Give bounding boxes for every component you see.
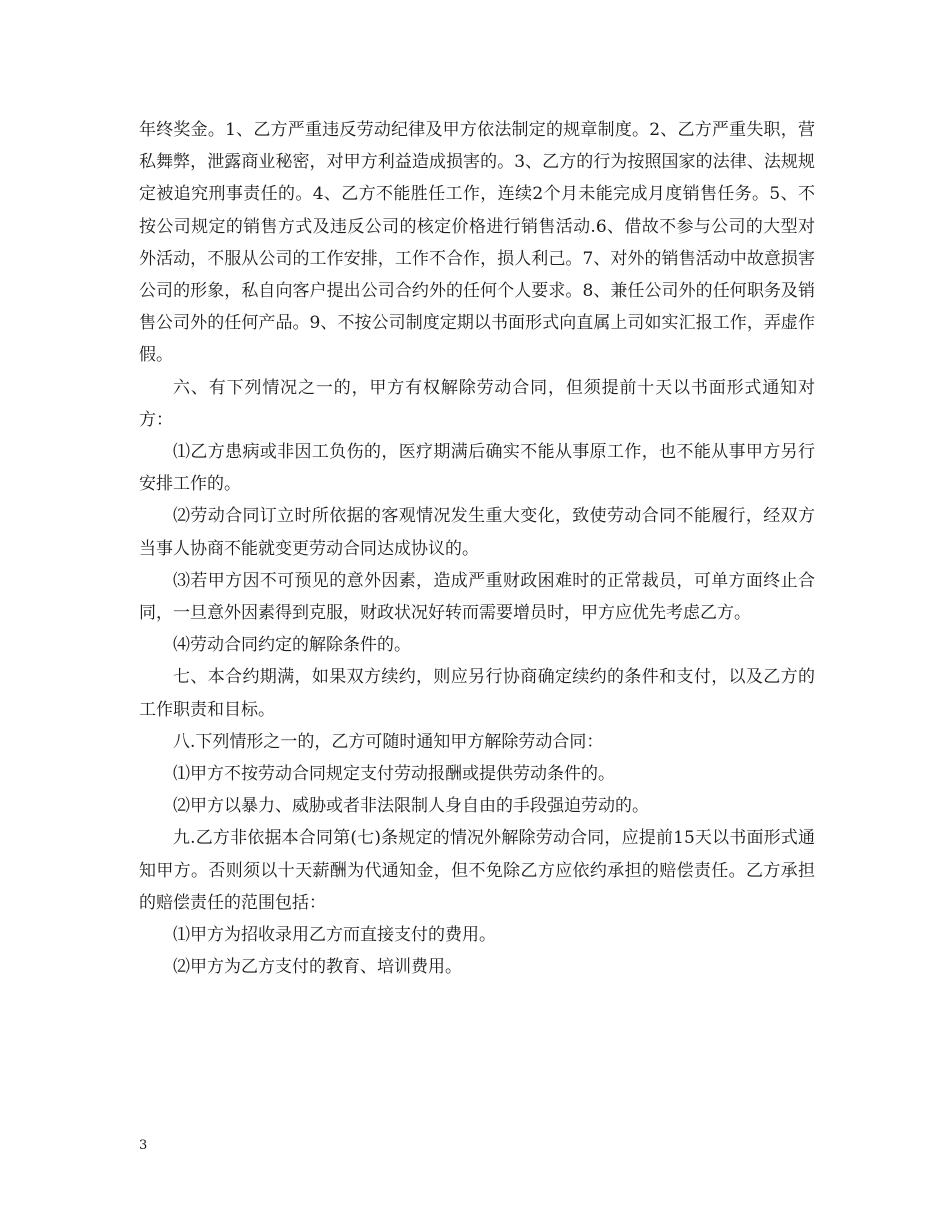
page-number: 3	[139, 1138, 148, 1153]
paragraph-year-end-bonus: 年终奖金。1、乙方严重违反劳动纪律及甲方依法制定的规章制度。2、乙方严重失职，营私舞弊，泄露商业秘密，对甲方利益造成损害的。3、乙方的行为按照国家的法律、法规规定被追究刑事责任的。4、乙方不能胜任工作，连续2个月未能完成月度销售任务。5、不按公司规定的销售方式及违反公司的核定价格进行销售活动.6、借故不参与公司的大型对外活动，不服从公司的工作安排，工作不合作，损人利己。7、对外的销售活动中故意损害公司的形象，私自向客户提出公司合约外的任何个人要求。8、兼任公司外的任何职务及销售公司外的任何产品。9、不按公司制度定期以书面形式向直属上司如实汇报工作，弄虚作假。	[139, 120, 815, 366]
document-body	[139, 114, 815, 983]
paragraph-clause-6-item-2: ⑵劳动合同订立时所依据的客观情况发生重大变化，致使劳动合同不能履行，经双方当事人协商不能就变更劳动合同达成协议的。	[139, 506, 815, 559]
paragraph-clause-9-item-1: ⑴甲方为招收录用乙方而直接支付的费用。	[173, 925, 496, 946]
paragraph-clause-7: 七、本合约期满，如果双方续约，则应另行协商确定续约的条件和支付，以及乙方的工作职责和目标。	[139, 667, 815, 720]
paragraph-clause-9: 九.乙方非依据本合同第(七)条规定的情况外解除劳动合同，应提前15天以书面形式通知甲方。否则须以十天薪酬为代通知金，但不免除乙方应依约承担的赔偿责任。乙方承担的赔偿责任的范围包括：	[139, 828, 815, 913]
paragraph-clause-6-item-4: ⑷劳动合同约定的解除条件的。	[173, 635, 411, 656]
paragraph-clause-8: 八.下列情形之一的，乙方可随时通知甲方解除劳动合同：	[173, 731, 604, 752]
paragraph-clause-6-item-3: ⑶若甲方因不可预见的意外因素，造成严重财政困难时的正常裁员，可单方面终止合同，一旦意外因素得到克服，财政状况好转而需要增员时，甲方应优先考虑乙方。	[139, 570, 815, 624]
paragraph-clause-8-item-1: ⑴甲方不按劳动合同规定支付劳动报酬或提供劳动条件的。	[173, 764, 615, 785]
paragraph-clause-9-item-2: ⑵甲方为乙方支付的教育、培训费用。	[173, 957, 462, 978]
paragraph-clause-6-item-1: ⑴乙方患病或非因工负伤的，医疗期满后确实不能从事原工作，也不能从事甲方另行安排工作的。	[139, 442, 815, 495]
paragraph-clause-8-item-2: ⑵甲方以暴力、威胁或者非法限制人身自由的手段强迫劳动的。	[173, 796, 649, 817]
paragraph-clause-6: 六、有下列情况之一的，甲方有权解除劳动合同，但须提前十天以书面形式通知对方：	[139, 377, 815, 430]
